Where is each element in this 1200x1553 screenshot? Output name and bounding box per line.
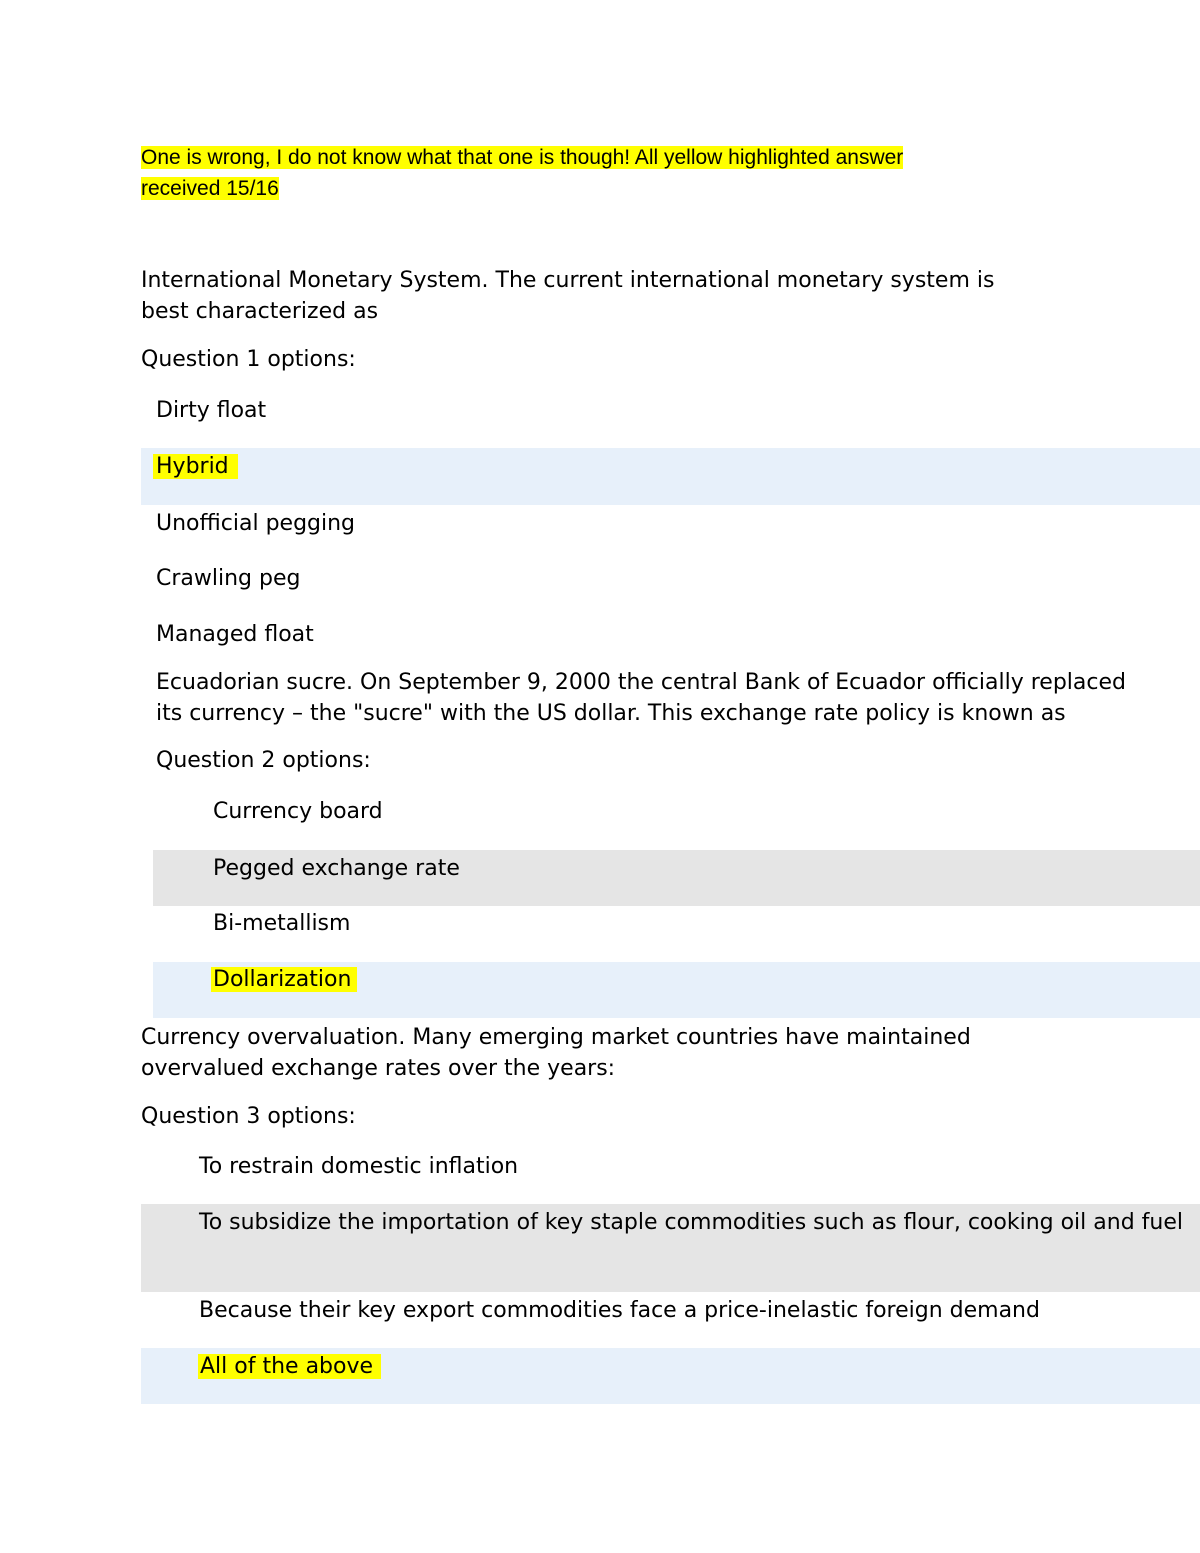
question-3-option-row[interactable] — [141, 1292, 1200, 1347]
question-1-prompt-line-2: best characterized as — [141, 299, 379, 324]
question-2-prompt-line-2: its currency – the "sucre" with the US dollar. This exchange rate policy is known as — [156, 701, 1066, 726]
question-2-prompt — [156, 667, 1196, 729]
question-1-options-label: Question 1 options: — [141, 347, 356, 372]
option-label: Dirty float — [156, 398, 267, 423]
question-2-option-row[interactable] — [153, 850, 1200, 906]
question-1-option-row[interactable] — [141, 505, 1200, 560]
option-label: To restrain domestic inflation — [199, 1154, 519, 1179]
question-2-option-row[interactable] — [153, 793, 1200, 849]
option-label-highlighted: Dollarization — [211, 967, 357, 992]
option-label: Currency board — [213, 799, 383, 824]
question-1-option-row-selected[interactable] — [141, 448, 1200, 505]
question-1-prompt — [141, 265, 1191, 327]
question-3-option-row[interactable] — [141, 1148, 1200, 1203]
question-1-option-row[interactable] — [141, 617, 1200, 667]
question-1-prompt-line-1: International Monetary System. The current international monetary system is — [141, 268, 995, 293]
question-1-option-row[interactable] — [141, 561, 1200, 616]
question-3-option-row-selected[interactable] — [141, 1348, 1200, 1404]
question-2-option-row-selected[interactable] — [153, 962, 1200, 1018]
question-2-options-label: Question 2 options: — [156, 748, 371, 773]
option-label: Bi-metallism — [213, 911, 351, 936]
question-3-prompt-line-2: overvalued exchange rates over the years: — [141, 1056, 616, 1081]
option-label: Crawling peg — [156, 566, 301, 591]
question-3-prompt-line-1: Currency overvaluation. Many emerging market countries have maintained — [141, 1025, 971, 1050]
question-2-option-row[interactable] — [153, 906, 1200, 961]
note-line-2: received 15/16 — [141, 177, 279, 200]
option-label: To subsidize the importation of key staple commodities such as flour, cooking oil and fuel — [199, 1210, 1183, 1235]
option-label-highlighted: All of the above — [198, 1354, 381, 1379]
note-line-1: One is wrong, I do not know what that one is though! All yellow highlighted answer — [141, 146, 904, 169]
option-label: Because their key export commodities face a price-inelastic foreign demand — [199, 1298, 1040, 1323]
question-3-prompt — [141, 1022, 1191, 1084]
question-2-prompt-line-1: Ecuadorian sucre. On September 9, 2000 the central Bank of Ecuador officially replaced — [156, 670, 1126, 695]
option-label: Managed float — [156, 622, 314, 647]
question-3-option-row[interactable] — [141, 1204, 1200, 1292]
question-3-options-label: Question 3 options: — [141, 1104, 356, 1129]
option-label: Unofficial pegging — [156, 511, 356, 536]
header-note — [141, 142, 1021, 204]
question-1-option-row[interactable] — [141, 390, 1200, 446]
option-label: Pegged exchange rate — [213, 856, 460, 881]
option-label-highlighted: Hybrid — [153, 454, 238, 479]
